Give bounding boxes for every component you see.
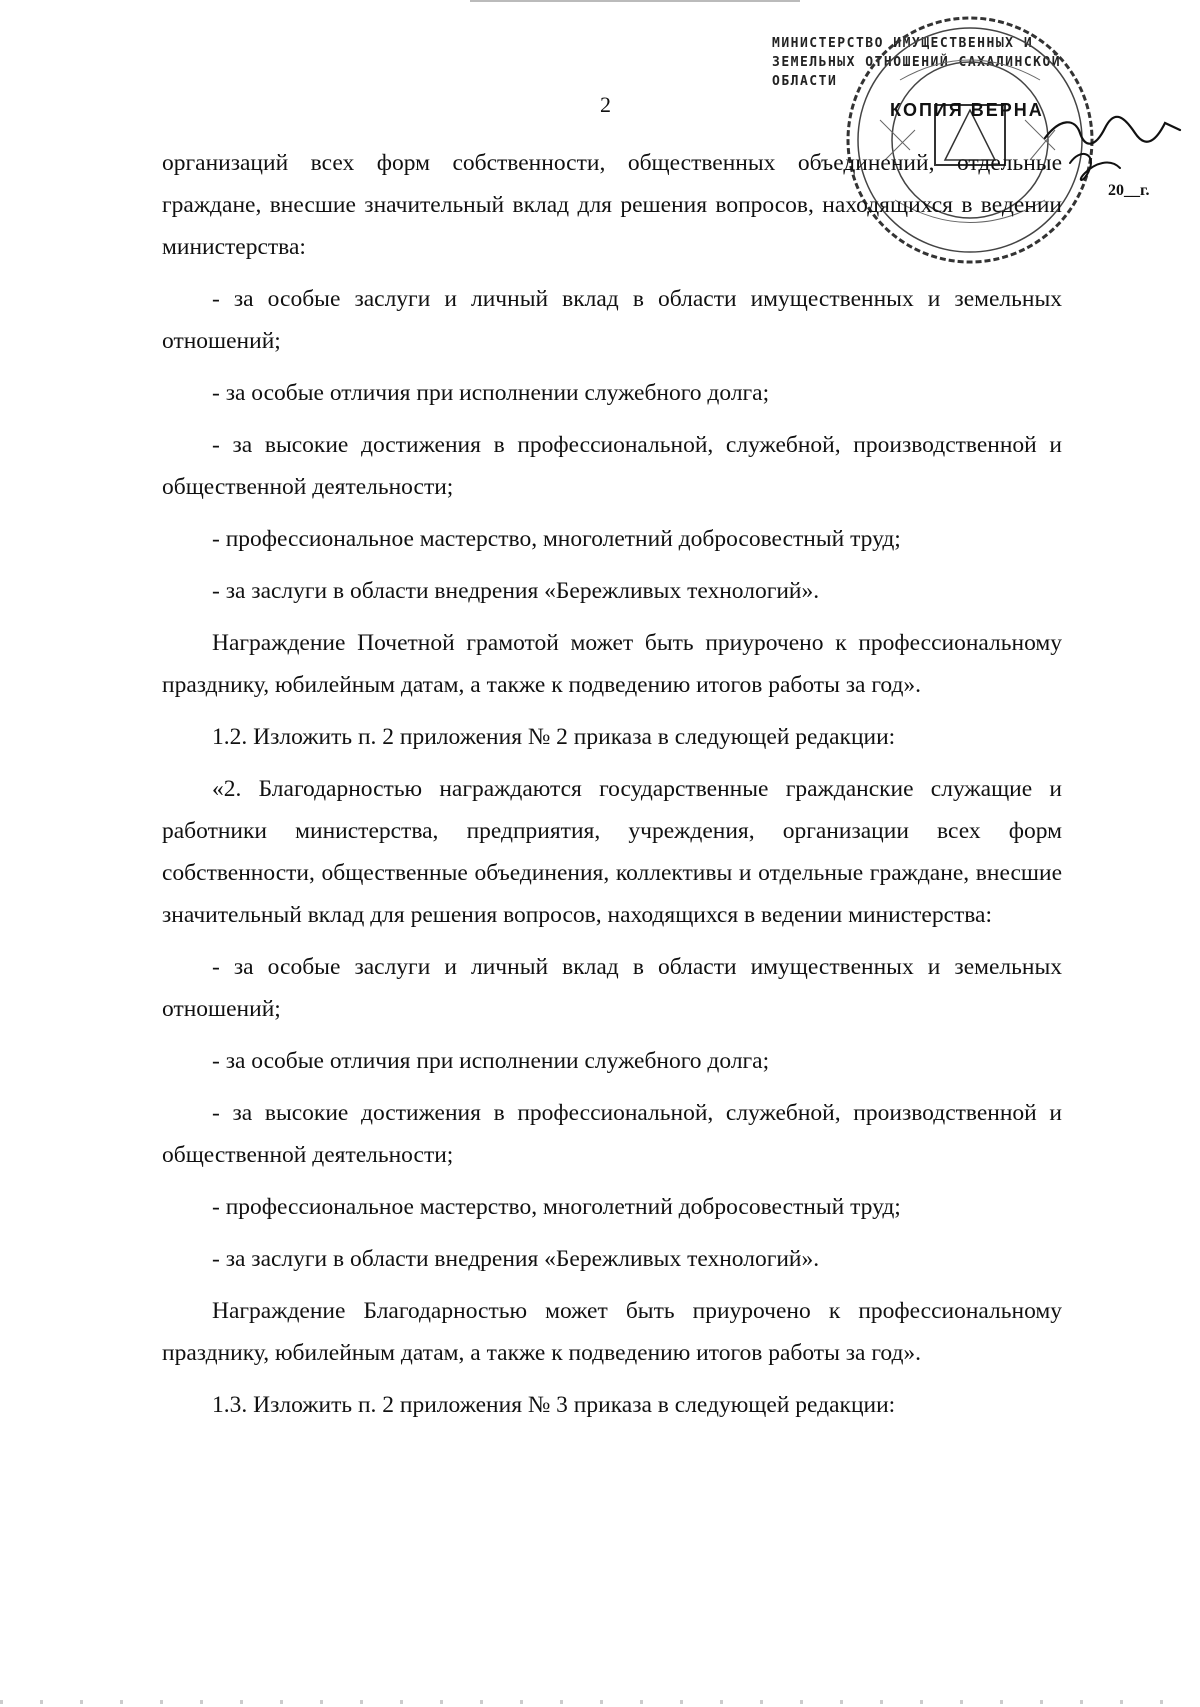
copy-certified-label: КОПИЯ ВЕРНА (890, 100, 1044, 120)
paragraph: Награждение Благодарностью может быть приурочено к профессиональному празднику, юбилейным датам, а также к подведению итогов работы за год». (162, 1298, 1062, 1366)
page-number: 2 (600, 92, 611, 117)
paragraph: - за высокие достижения в профессиональной, служебной, производственной и общественной деятельности; (162, 432, 1062, 500)
stamp-line-2: ЗЕМЕЛЬНЫХ ОТНОШЕНИЙ САХАЛИНСКОЙ (772, 55, 1062, 70)
paragraph: - за особые отличия при исполнении служебного долга; (212, 1048, 770, 1074)
paragraph: - за высокие достижения в профессиональной, служебной, производственной и общественной деятельности; (162, 1100, 1062, 1168)
paragraph: - за заслуги в области внедрения «Бережливых технологий». (212, 578, 820, 604)
paragraph: организаций всех форм собственности, общественных объединений, отдельные граждане, внесшие значительный вклад для решения вопросов, находящихся в ведении министерства: (162, 150, 1062, 260)
paragraph: - за заслуги в области внедрения «Бережливых технологий». (212, 1246, 820, 1272)
paragraph: - профессиональное мастерство, многолетний добросовестный труд; (212, 526, 901, 552)
paragraph: 1.3. Изложить п. 2 приложения № 3 приказа в следующей редакции: (212, 1392, 896, 1418)
paragraph: - за особые заслуги и личный вклад в области имущественных и земельных отношений; (162, 954, 1062, 1022)
top-rule (470, 0, 800, 2)
paragraph: - за особые отличия при исполнении служебного долга; (212, 380, 770, 406)
scan-artifact (0, 1700, 1200, 1704)
paragraph: «2. Благодарностью награждаются государственные гражданские служащие и работники министерства, предприятия, учреждения, организации всех форм собственности, общественные объединения, коллективы и отдельные граждане, внесшие значительный вклад для решения вопросов, находящихся в ведении министерства: (162, 776, 1062, 928)
signature-icon (1040, 108, 1190, 188)
paragraph: 1.2. Изложить п. 2 приложения № 2 приказа в следующей редакции: (212, 724, 896, 750)
paragraph: - профессиональное мастерство, многолетний добросовестный труд; (212, 1194, 901, 1220)
stamp-date: 20__г. (1108, 182, 1150, 199)
stamp-line-1: МИНИСТЕРСТВО ИМУЩЕСТВЕННЫХ И (772, 36, 1034, 51)
stamp-line-3: ОБЛАСТИ (772, 74, 838, 89)
paragraph: Награждение Почетной грамотой может быть приурочено к профессиональному празднику, юбилейным датам, а также к подведению итогов работы за год». (162, 630, 1062, 698)
document-body (162, 142, 1062, 1436)
stamp-header (772, 34, 1142, 91)
paragraph: - за особые заслуги и личный вклад в области имущественных и земельных отношений; (162, 286, 1062, 354)
